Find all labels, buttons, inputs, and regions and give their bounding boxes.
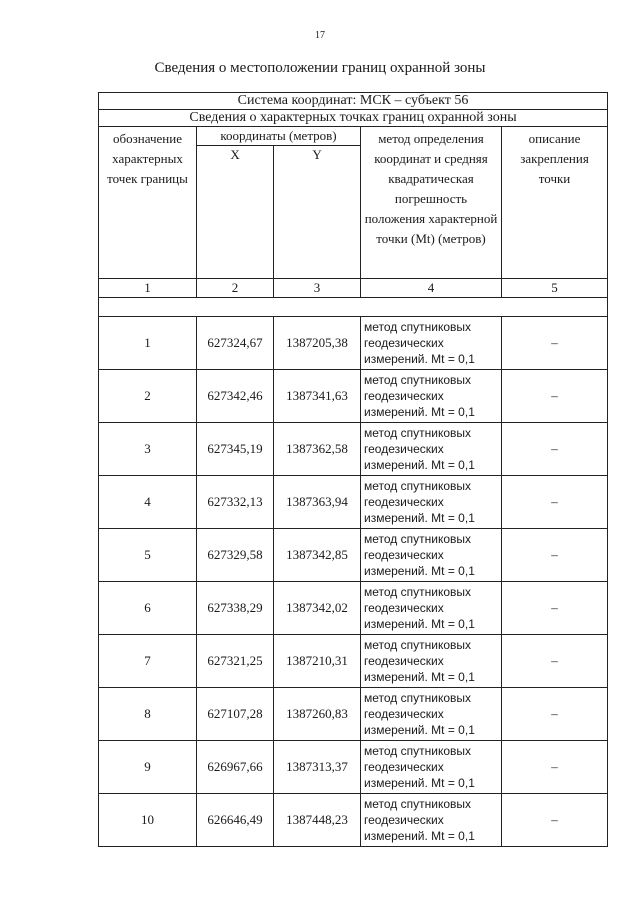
x-coordinate-cell: 627338,29 [197, 582, 274, 635]
point-cell: 5 [99, 529, 197, 582]
method-cell: метод спутниковых геодезических измерений. Mt = 0,1 [361, 317, 502, 370]
y-coordinate-cell: 1387362,58 [274, 423, 361, 476]
column-number: 3 [274, 279, 361, 298]
point-cell: 6 [99, 582, 197, 635]
column-number-row [99, 279, 608, 298]
x-coordinate-cell: 627332,13 [197, 476, 274, 529]
method-cell: метод спутниковых геодезических измерений. Mt = 0,1 [361, 370, 502, 423]
description-cell: – [502, 635, 608, 688]
method-cell: метод спутниковых геодезических измерений. Mt = 0,1 [361, 688, 502, 741]
table-row [99, 529, 608, 582]
header-method: метод определения координат и средняя квадратическая погрешность положения характерной точки (Mt) (метров) [361, 127, 502, 279]
table-row [99, 423, 608, 476]
point-cell: 1 [99, 317, 197, 370]
table-row [99, 476, 608, 529]
table-row [99, 741, 608, 794]
point-cell: 10 [99, 794, 197, 847]
boundary-points-table [98, 92, 608, 847]
section-header: Сведения о характерных точках границ охранной зоны [99, 110, 608, 127]
empty-cell [99, 298, 608, 317]
x-coordinate-cell: 626967,66 [197, 741, 274, 794]
column-number: 4 [361, 279, 502, 298]
document-title: Сведения о местоположении границ охранной зоны [154, 60, 486, 76]
y-coordinate-cell: 1387210,31 [274, 635, 361, 688]
point-cell: 7 [99, 635, 197, 688]
table-row [99, 582, 608, 635]
x-coordinate-cell: 627324,67 [197, 317, 274, 370]
y-coordinate-cell: 1387341,63 [274, 370, 361, 423]
method-cell: метод спутниковых геодезических измерений. Mt = 0,1 [361, 635, 502, 688]
description-cell: – [502, 529, 608, 582]
y-coordinate-cell: 1387205,38 [274, 317, 361, 370]
method-cell: метод спутниковых геодезических измерений. Mt = 0,1 [361, 741, 502, 794]
table-row [99, 370, 608, 423]
x-coordinate-cell: 627342,46 [197, 370, 274, 423]
y-coordinate-cell: 1387260,83 [274, 688, 361, 741]
point-cell: 3 [99, 423, 197, 476]
page-number: 17 [315, 30, 325, 41]
point-cell: 4 [99, 476, 197, 529]
column-number: 5 [502, 279, 608, 298]
empty-row [99, 298, 608, 317]
point-cell: 8 [99, 688, 197, 741]
header-x: X [230, 147, 240, 162]
header-point-designation: обозначение характерных точек границы [99, 127, 197, 279]
y-coordinate-cell: 1387363,94 [274, 476, 361, 529]
point-cell: 2 [99, 370, 197, 423]
header-coordinates-group: координаты (метров) [197, 127, 360, 146]
method-cell: метод спутниковых геодезических измерений. Mt = 0,1 [361, 582, 502, 635]
header-description: описание закрепления точки [502, 127, 608, 279]
y-coordinate-cell: 1387313,37 [274, 741, 361, 794]
description-cell: – [502, 370, 608, 423]
table-row [99, 635, 608, 688]
table-row [99, 317, 608, 370]
table-row [99, 794, 608, 847]
method-cell: метод спутниковых геодезических измерений. Mt = 0,1 [361, 794, 502, 847]
column-number: 1 [99, 279, 197, 298]
x-coordinate-cell: 627345,19 [197, 423, 274, 476]
y-coordinate-cell: 1387448,23 [274, 794, 361, 847]
x-coordinate-cell: 627329,58 [197, 529, 274, 582]
description-cell: – [502, 476, 608, 529]
method-cell: метод спутниковых геодезических измерений. Mt = 0,1 [361, 476, 502, 529]
method-cell: метод спутниковых геодезических измерений. Mt = 0,1 [361, 423, 502, 476]
y-coordinate-cell: 1387342,85 [274, 529, 361, 582]
method-cell: метод спутниковых геодезических измерений. Mt = 0,1 [361, 529, 502, 582]
description-cell: – [502, 794, 608, 847]
x-coordinate-cell: 626646,49 [197, 794, 274, 847]
x-coordinate-cell: 627321,25 [197, 635, 274, 688]
description-cell: – [502, 741, 608, 794]
header-y: Y [273, 146, 360, 278]
table-row [99, 688, 608, 741]
coordinate-system-header: Система координат: МСК – субъект 56 [99, 93, 608, 110]
header-coordinates [197, 127, 361, 279]
description-cell: – [502, 582, 608, 635]
description-cell: – [502, 317, 608, 370]
y-coordinate-cell: 1387342,02 [274, 582, 361, 635]
description-cell: – [502, 423, 608, 476]
description-cell: – [502, 688, 608, 741]
x-coordinate-cell: 627107,28 [197, 688, 274, 741]
point-cell: 9 [99, 741, 197, 794]
column-number: 2 [197, 279, 274, 298]
